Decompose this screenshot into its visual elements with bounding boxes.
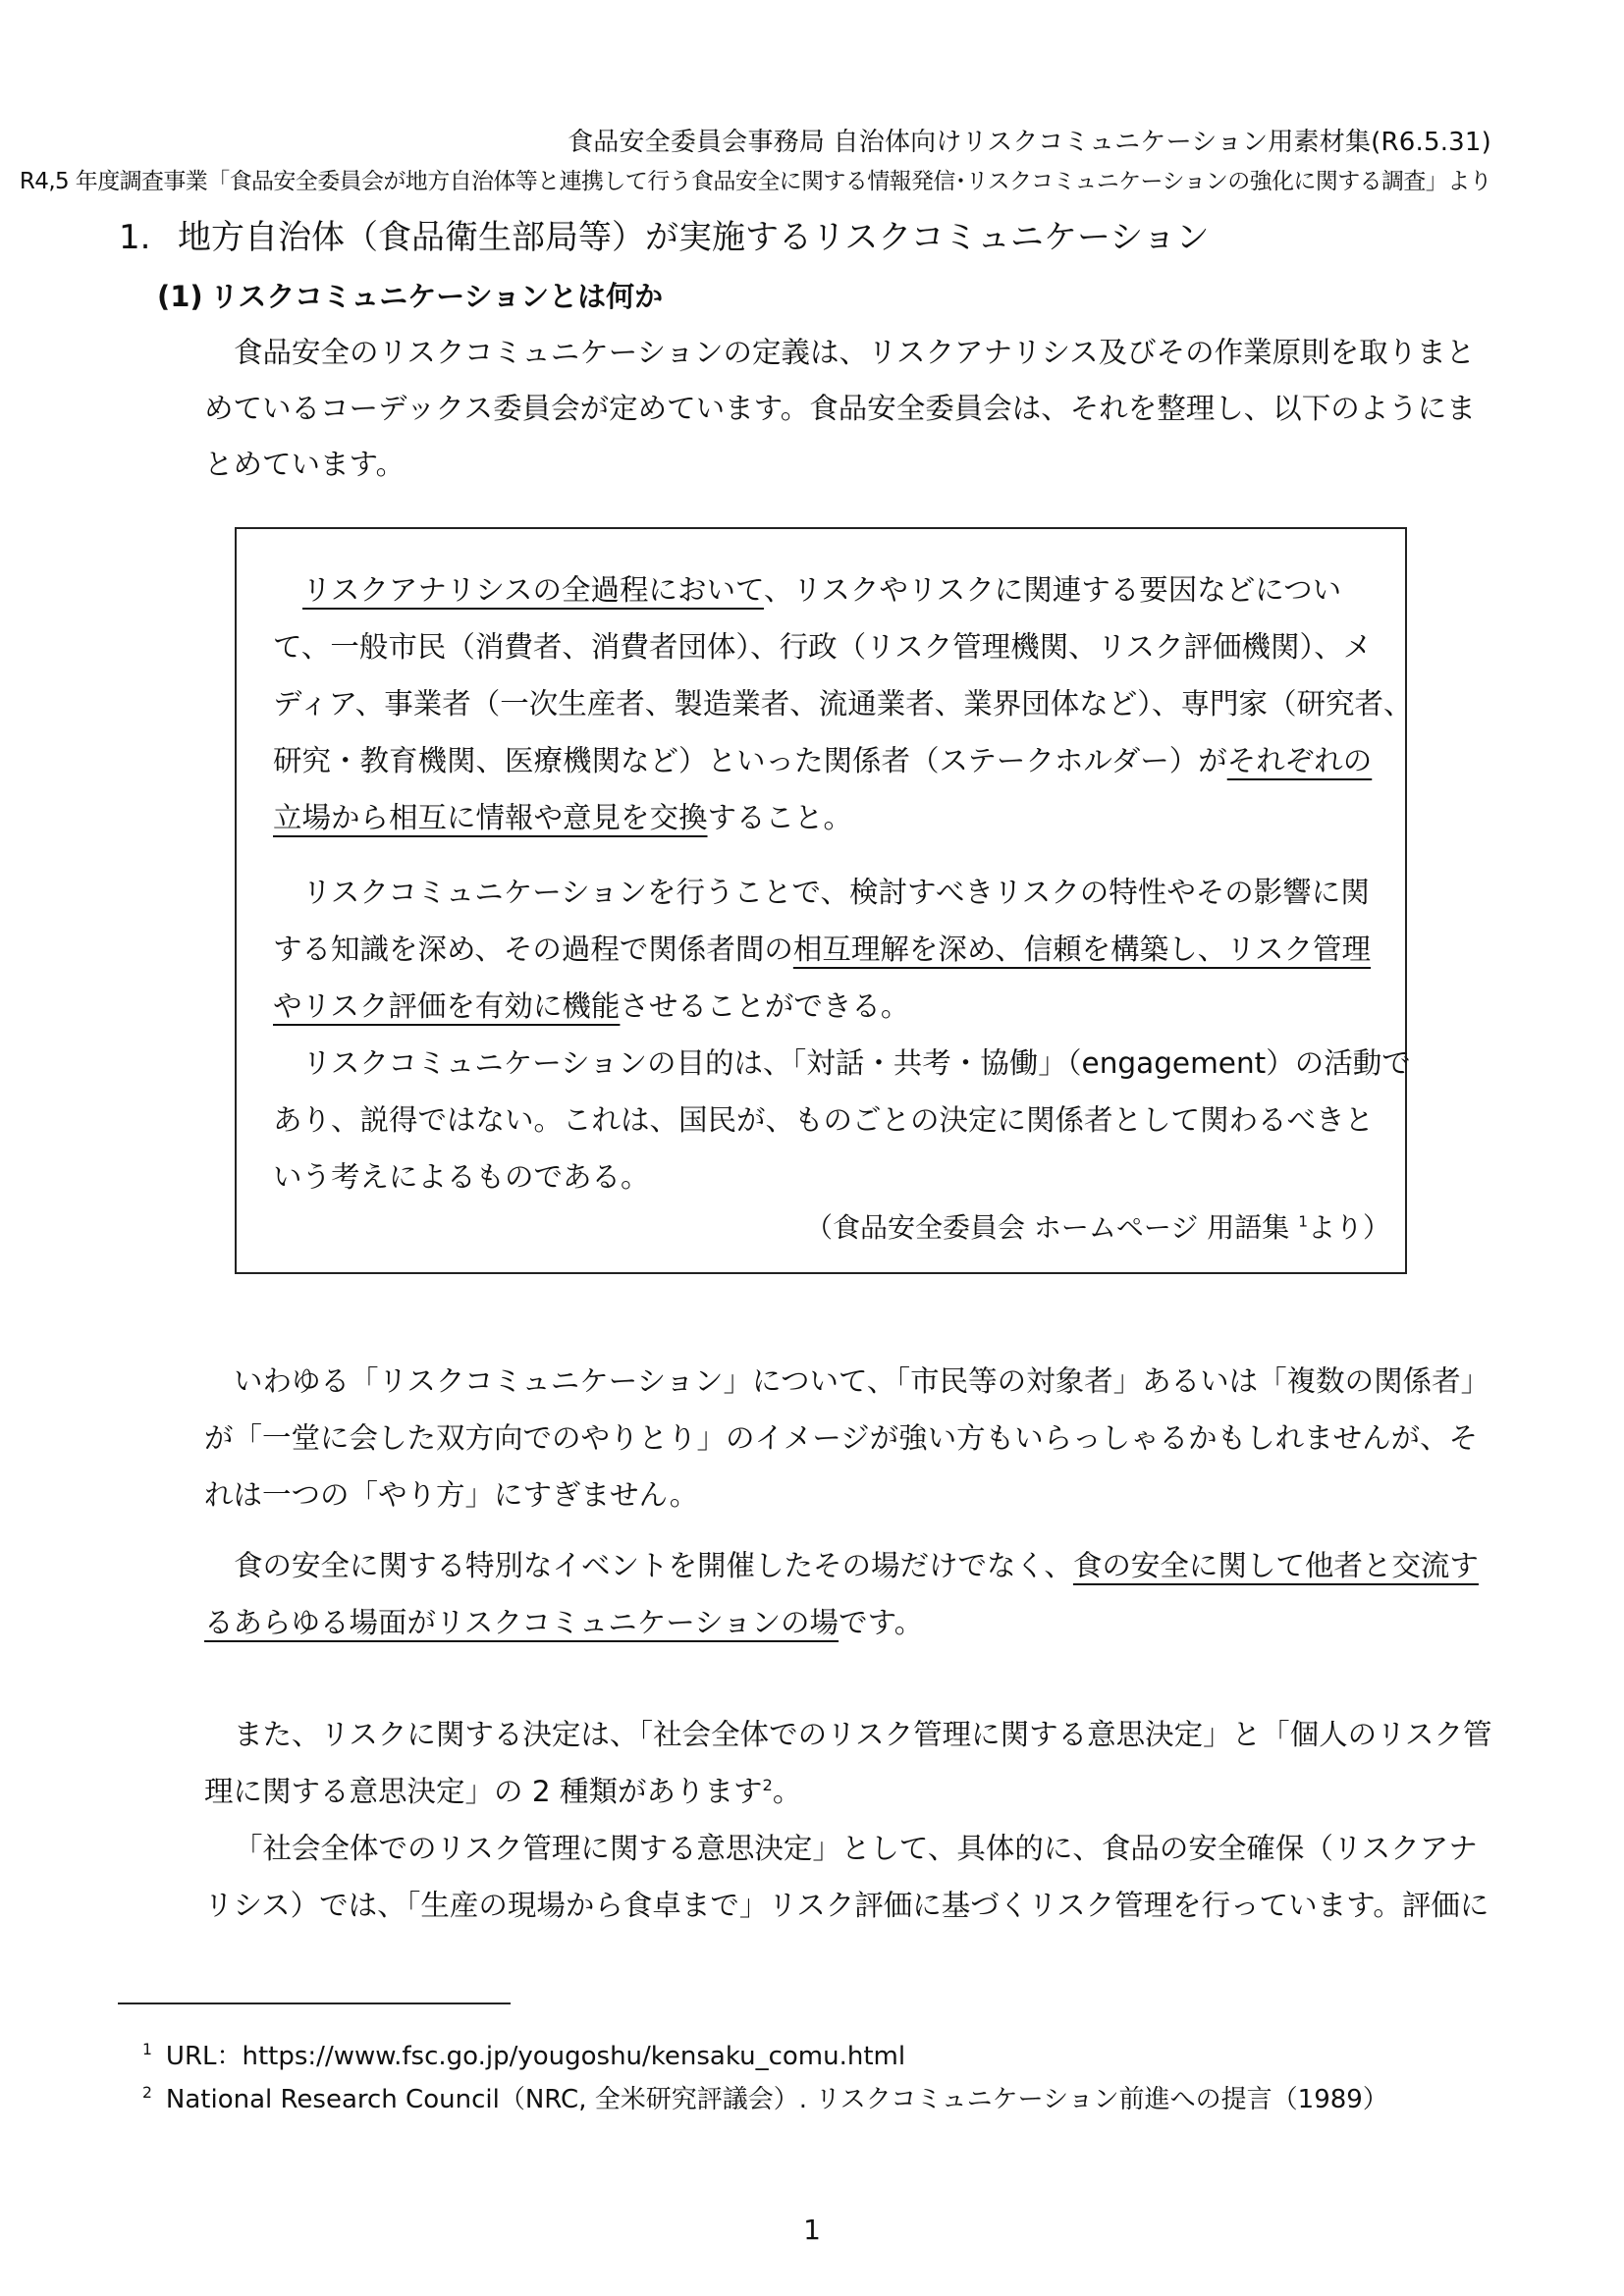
section-title (119, 210, 1210, 258)
box-line-11: いう考えによるものである。 (273, 1160, 650, 1194)
page-number: 1 (803, 2214, 821, 2246)
body-p2-underline-1: 食の安全に関して他者と交流す (1072, 1549, 1479, 1582)
intro-line-2: めているコーデックス委員会が定めています。食品安全委員会は、それを整理し、以下のようにま (204, 392, 1476, 425)
box-underline-1: リスクアナリシスの全過程において (302, 573, 764, 607)
intro-line-1: 食品安全のリスクコミュニケーションの定義は、リスクアナリシス及びその作業原則を取りまと (234, 336, 1476, 369)
box-line-7 (273, 927, 1371, 968)
box-line-10: あり、説得ではない。これは、国民が、ものごとの決定に関係者として関わるべきと (273, 1103, 1375, 1137)
body-p3-line-1: また、リスクに関する決定は、「社会全体でのリスク管理に関する意思決定」と「個人のリスク管 (234, 1718, 1492, 1751)
body-p3-text-c: 。 (772, 1775, 802, 1808)
footnote-mark-2: 2 (142, 2084, 152, 2103)
footnote-divider (118, 2002, 511, 2004)
section-title-text: 地方自治体（食品衛生部局等）が実施するリスクコミュニケーション (178, 218, 1210, 257)
body-p1-line-2: が「一堂に会した双方向でのやりとり」のイメージが強い方もいらっしゃるかもしれませんが、そ (204, 1421, 1479, 1455)
footnote-1 (142, 2036, 905, 2072)
box-line-3: ディア、事業者（一次生産者、製造業者、流通業者、業界団体など）、専門家（研究者、 (273, 687, 1413, 721)
body-p4-line-2: リシス）では、「生産の現場から食卓まで」リスク評価に基づくリスク管理を行っています。評価に (204, 1889, 1489, 1922)
box-text-4a: 研究・教育機関、医療機関など）といった関係者（ステークホルダー）が (273, 744, 1227, 777)
box-line-4 (273, 738, 1372, 779)
box-text-7a: する知識を深め、その過程で関係者間の (273, 933, 793, 966)
subsection-title (157, 275, 663, 315)
header-line-1: 食品安全委員会事務局 自治体向けリスクコミュニケーション用素材集(R6.5.31) (568, 128, 1491, 157)
box-line-9: リスクコミュニケーションの目的は、「対話・共考・協働」（engagement）の活動で (302, 1046, 1411, 1080)
box-text-8b: させることができる。 (620, 989, 910, 1023)
section-number: 1. (119, 218, 151, 257)
footnote-mark-1: 1 (142, 2041, 152, 2059)
footnote-2 (142, 2079, 1388, 2115)
body-p2-text-d: です。 (839, 1606, 924, 1639)
header-line-2: R4,5 年度調査事業「食品安全委員会が地方自治体等と連携して行う食品安全に関する情報発信･リスクコミュニケーションの強化に関する調査」より (19, 169, 1491, 194)
body-p1-line-1: いわゆる「リスクコミュニケーション」について、「市民等の対象者」あるいは「複数の関係者」 (234, 1364, 1490, 1398)
box-underline-5: 立場から相互に情報や意見を交換 (273, 801, 708, 834)
body-p3-line-2 (204, 1769, 801, 1810)
box-underline-4: それぞれの (1226, 744, 1373, 777)
footnote-2-text: National Research Council（NRC, 全米研究評議会）. リスクコミュニケーション前進への提言（1989） (165, 2085, 1388, 2114)
subsection-title-text: リスクコミュニケーションとは何か (210, 280, 664, 313)
box-text-1b: 、リスクやリスクに関連する要因などについ (763, 573, 1342, 607)
intro-line-3: とめています。 (204, 448, 406, 481)
box-line-5 (273, 795, 852, 836)
footnote-ref-1[interactable]: 1 (1298, 1212, 1308, 1231)
box-line-1 (302, 567, 1341, 609)
body-p1-line-3: れは一つの「やり方」にすぎません。 (204, 1478, 699, 1512)
box-line-6: リスクコミュニケーションを行うことで、検討すべきリスクの特性やその影響に関 (302, 876, 1370, 909)
box-source-post: より） (1307, 1211, 1390, 1244)
body-p2-text-a: 食の安全に関する特別なイベントを開催したその場だけでなく、 (234, 1549, 1073, 1582)
body-p3-text-b: 理に関する意思決定」の 2 種類があります (204, 1775, 763, 1808)
body-p2-line-1 (234, 1543, 1479, 1584)
box-source-text: （食品安全委員会 ホームページ 用語集 (805, 1211, 1290, 1244)
body-p2-line-2 (204, 1600, 923, 1641)
box-underline-7: 相互理解を深め、信頼を構築し、リスク管理 (792, 933, 1372, 966)
footnote-1-text[interactable]: URL：https://www.fsc.go.jp/yougoshu/kensaku_comu.html (165, 2042, 906, 2071)
body-p2-underline-2: るあらゆる場面がリスクコミュニケーションの場 (204, 1606, 839, 1639)
box-source (805, 1206, 1390, 1246)
box-line-8 (273, 984, 909, 1025)
box-text-5b: すること。 (707, 801, 853, 834)
box-line-2: て、一般市民（消費者、消費者団体）、行政（リスク管理機関、リスク評価機関）、メ (273, 630, 1373, 664)
body-p4-line-1: 「社会全体でのリスク管理に関する意思決定」として、具体的に、食品の安全確保（リスクアナ (234, 1832, 1478, 1865)
footnote-ref-2[interactable]: 2 (762, 1776, 773, 1795)
box-underline-8: やリスク評価を有効に機能 (273, 989, 621, 1023)
subsection-number: (1) (157, 280, 203, 313)
